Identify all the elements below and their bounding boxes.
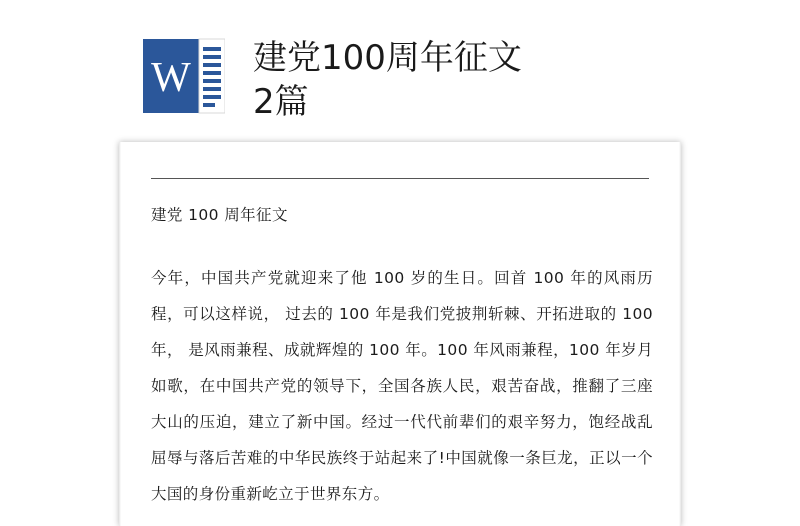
document-paragraph: 今年，中国共产党就迎来了他 100 岁的生日。回首 100 年的风雨历程，可以这样说， 过去的 100 年是我们党披荆斩棘、开拓进取的 100 年， 是风雨兼程、成就辉煌的 100 年。100 年风雨兼程，100 年岁月如歌，在中国共产党的领导下，全国各族人民，艰苦奋战，推翻了三座大山的压迫，建立了新中国。经过一代代前辈们的艰辛努力，饱经战乱屈辱与落后苦难的中华民族终于站起来了!中国就像一条巨龙，正以一个大国的身份重新屹立于世界东方。	[151, 269, 653, 503]
page-title-line-1: 建党100周年征文	[253, 38, 522, 78]
document-sheet-inner	[119, 142, 681, 526]
preview-header	[0, 0, 800, 142]
header-divider	[151, 178, 649, 179]
word-document-icon	[143, 35, 225, 117]
document-body	[151, 204, 653, 512]
document-sheet	[119, 142, 681, 526]
svg-text:W: W	[151, 55, 191, 101]
page-title	[253, 36, 773, 124]
page-title-line-2: 2篇	[253, 82, 309, 122]
document-heading: 建党 100 周年征文	[151, 206, 288, 224]
